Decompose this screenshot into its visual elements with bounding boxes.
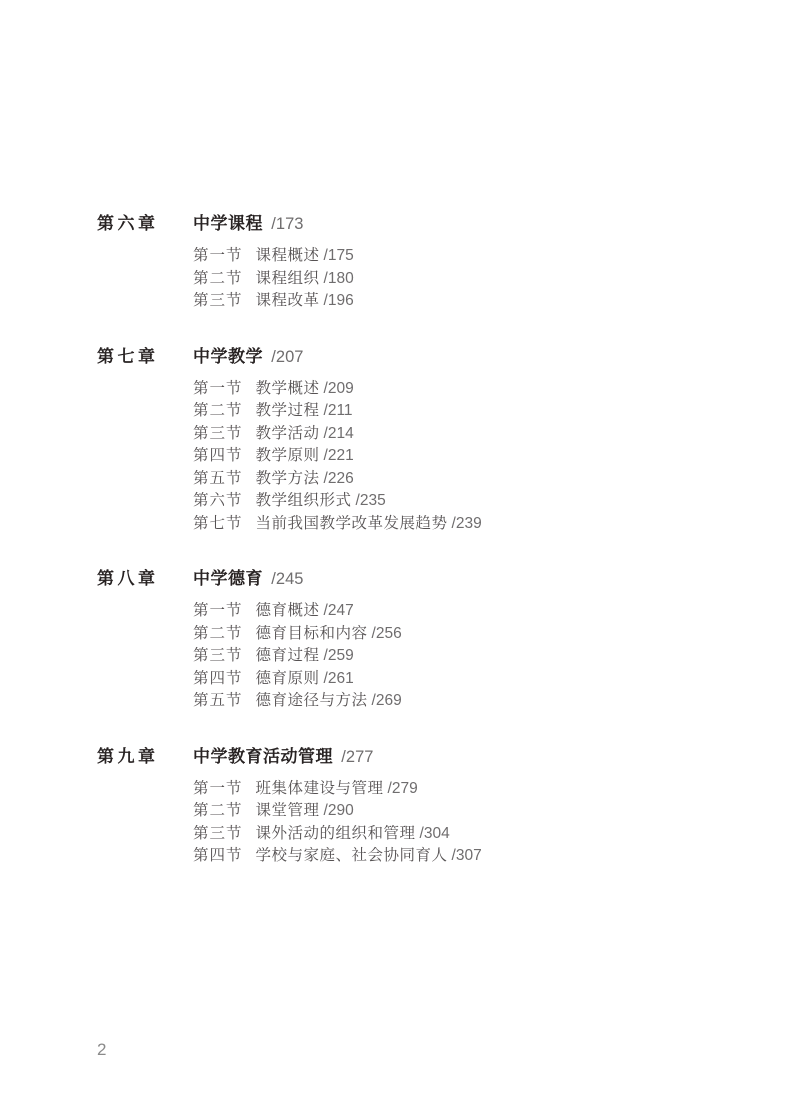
section-label: 第三节 (193, 424, 243, 442)
chapter-title: 中学德育 (193, 569, 263, 588)
chapter-label: 第八章 (97, 569, 159, 588)
section-label: 第二节 (193, 624, 243, 642)
section-page-ref: /239 (451, 514, 482, 532)
chapter-heading (97, 212, 737, 236)
section-label: 第五节 (193, 469, 243, 487)
chapter-title-wrap (193, 745, 373, 769)
chapter-page-ref: /173 (268, 215, 304, 233)
section-page-ref: /259 (323, 647, 354, 664)
section-title: 教学方法 (255, 469, 320, 487)
section-title: 课程改革 (255, 292, 320, 309)
chapter-label: 第七章 (97, 346, 159, 366)
section-page-ref: /235 (355, 492, 386, 509)
toc-section-row (193, 645, 737, 668)
toc-section-row (193, 845, 737, 868)
section-page-ref: /175 (323, 247, 354, 264)
section-page-ref: /196 (323, 292, 354, 309)
section-list (97, 378, 737, 536)
toc-section-row (193, 445, 737, 468)
chapter-page-ref: /245 (268, 570, 304, 588)
section-page-ref: /290 (323, 802, 354, 819)
toc-section-row (193, 245, 737, 268)
toc (97, 212, 737, 900)
section-page-ref: /304 (419, 824, 450, 842)
chapter-title-wrap (193, 567, 303, 591)
footer-page-number: 2 (97, 1040, 107, 1059)
section-title: 课堂管理 (255, 802, 320, 819)
section-page-ref: /279 (387, 779, 418, 797)
toc-chapter (97, 567, 737, 713)
section-page-ref: /214 (323, 424, 354, 442)
section-label: 第四节 (193, 847, 243, 864)
section-title: 课外活动的组织和管理 (255, 824, 416, 842)
section-label: 第六节 (193, 492, 243, 509)
section-page-ref: /256 (371, 624, 402, 642)
section-title: 教学概述 (255, 379, 320, 397)
chapter-title: 中学课程 (193, 214, 263, 233)
section-title: 教学活动 (255, 424, 320, 442)
toc-section-row (193, 290, 737, 313)
toc-section-row (193, 468, 737, 491)
section-title: 教学组织形式 (255, 492, 352, 509)
chapter-heading (97, 345, 737, 369)
section-label: 第五节 (193, 692, 243, 709)
section-list (97, 245, 737, 313)
toc-section-row (193, 490, 737, 513)
chapter-title: 中学教育活动管理 (193, 746, 333, 766)
toc-section-row (193, 668, 737, 691)
toc-section-row (193, 600, 737, 623)
section-label: 第二节 (193, 402, 243, 419)
section-list (97, 778, 737, 868)
section-label: 第一节 (193, 379, 243, 397)
section-page-ref: /307 (451, 847, 482, 864)
section-label: 第一节 (193, 779, 243, 797)
toc-section-row (193, 778, 737, 801)
section-page-ref: /209 (323, 379, 354, 397)
section-page-ref: /247 (323, 602, 354, 619)
section-page-ref: /261 (323, 669, 354, 687)
section-label: 第二节 (193, 802, 243, 819)
chapter-heading (97, 745, 737, 769)
chapter-title-wrap (193, 345, 303, 369)
chapter-label: 第六章 (97, 214, 159, 233)
toc-section-row (193, 623, 737, 646)
section-page-ref: /180 (323, 269, 354, 287)
section-title: 德育概述 (255, 602, 320, 619)
chapter-page-ref: /207 (268, 347, 304, 366)
section-title: 当前我国教学改革发展趋势 (255, 514, 448, 532)
section-label: 第四节 (193, 447, 243, 464)
section-title: 教学原则 (255, 447, 320, 464)
toc-chapter (97, 212, 737, 313)
section-title: 学校与家庭、社会协同育人 (255, 847, 448, 864)
toc-section-row (193, 378, 737, 401)
toc-section-row (193, 513, 737, 536)
section-label: 第四节 (193, 669, 243, 687)
toc-section-row (193, 423, 737, 446)
section-label: 第一节 (193, 247, 243, 264)
section-title: 课程组织 (255, 269, 320, 287)
section-title: 德育途径与方法 (255, 692, 368, 709)
section-label: 第三节 (193, 647, 243, 664)
toc-chapter (97, 345, 737, 536)
section-list (97, 600, 737, 713)
toc-chapter (97, 745, 737, 868)
toc-section-row (193, 690, 737, 713)
chapter-heading (97, 567, 737, 591)
toc-section-row (193, 268, 737, 291)
section-label: 第三节 (193, 824, 243, 842)
section-page-ref: /226 (323, 469, 354, 487)
section-page-ref: /269 (371, 692, 402, 709)
section-page-ref: /211 (323, 402, 353, 419)
section-title: 德育目标和内容 (255, 624, 368, 642)
section-title: 课程概述 (255, 247, 320, 264)
toc-section-row (193, 823, 737, 846)
section-label: 第三节 (193, 292, 243, 309)
chapter-label: 第九章 (97, 746, 159, 766)
chapter-title-wrap (193, 212, 303, 236)
toc-section-row (193, 400, 737, 423)
toc-section-row (193, 800, 737, 823)
section-label: 第二节 (193, 269, 243, 287)
section-page-ref: /221 (323, 447, 354, 464)
chapter-title: 中学教学 (193, 346, 263, 366)
section-title: 德育过程 (255, 647, 320, 664)
section-label: 第七节 (193, 514, 243, 532)
section-title: 班集体建设与管理 (255, 779, 384, 797)
section-title: 教学过程 (255, 402, 320, 419)
chapter-page-ref: /277 (338, 747, 374, 766)
section-title: 德育原则 (255, 669, 320, 687)
section-label: 第一节 (193, 602, 243, 619)
